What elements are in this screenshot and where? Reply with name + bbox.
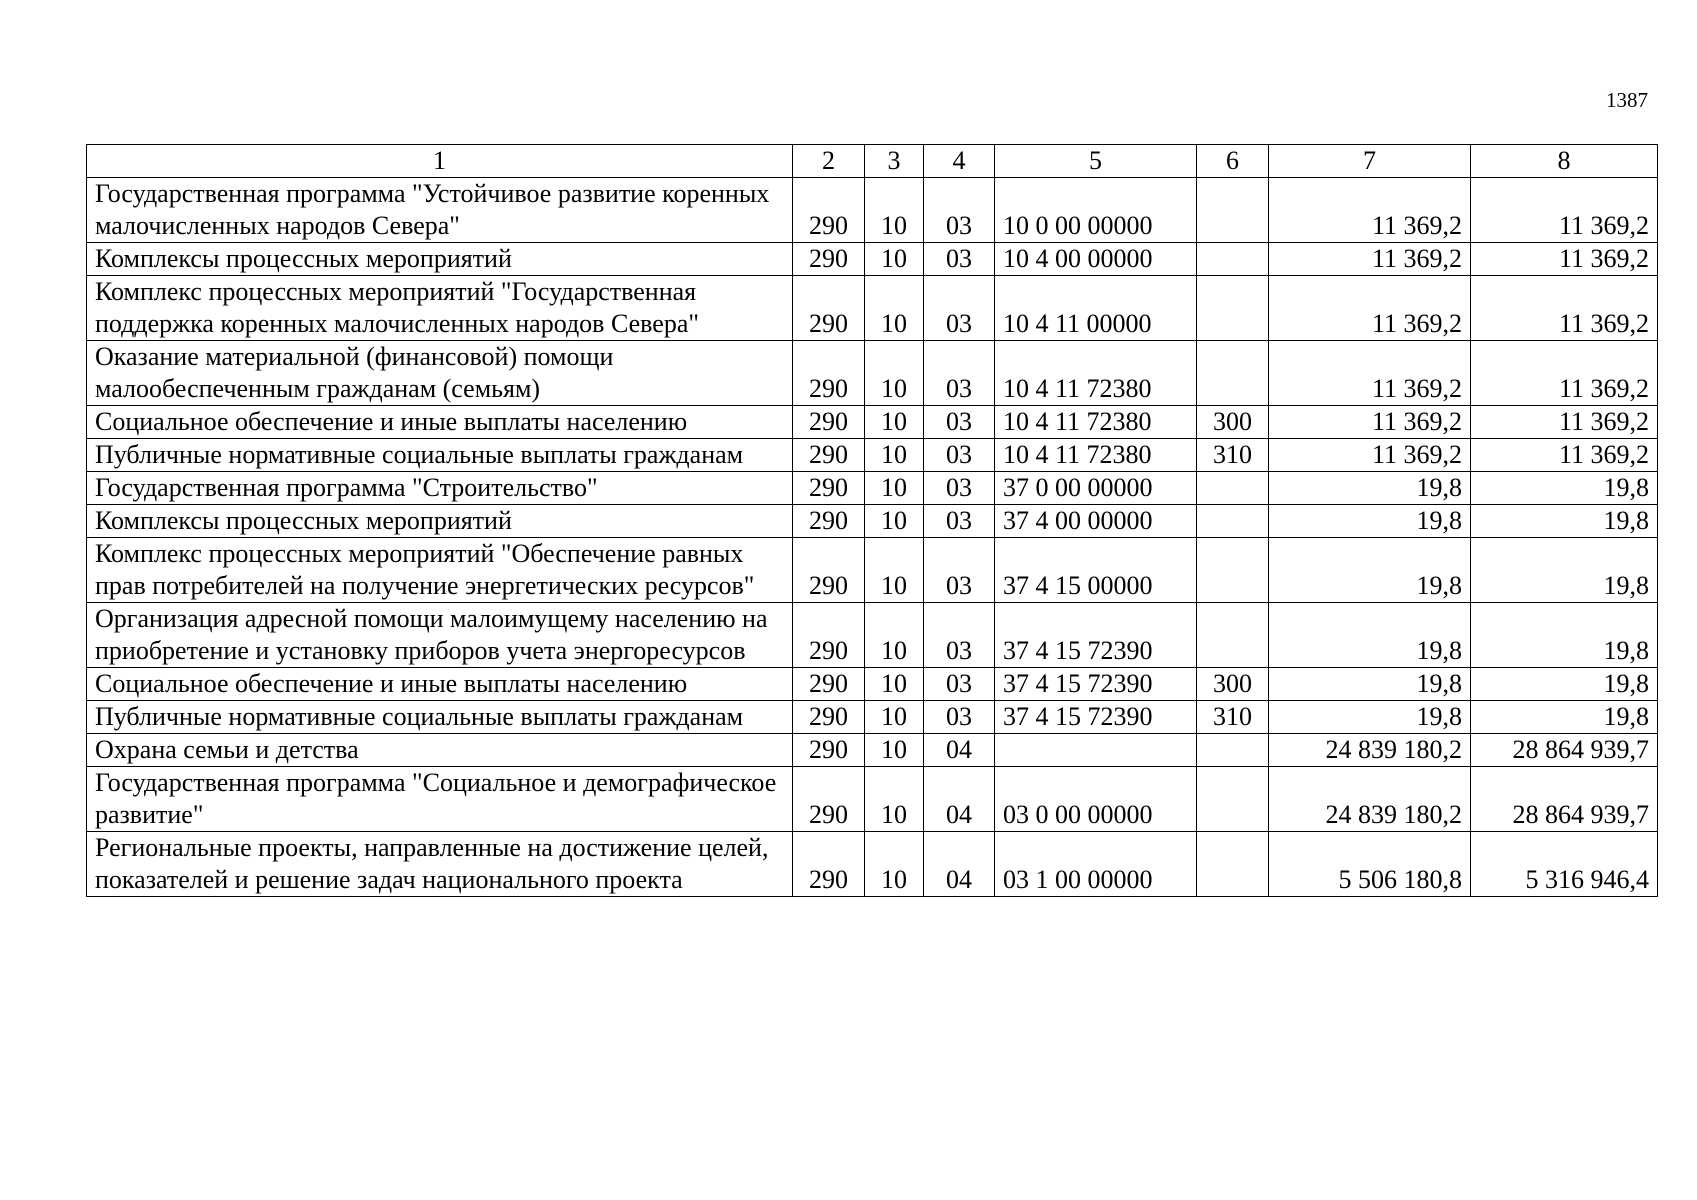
- row-expense-type: [1197, 276, 1269, 341]
- row-subsection: 03: [924, 243, 995, 276]
- row-year1: 19,8: [1269, 603, 1471, 668]
- row-subsection: 03: [924, 276, 995, 341]
- row-ministry: 290: [793, 178, 865, 243]
- row-section: 10: [865, 701, 924, 734]
- row-section: 10: [865, 734, 924, 767]
- row-subsection: 03: [924, 472, 995, 505]
- row-year2: 11 369,2: [1471, 178, 1658, 243]
- row-section: 10: [865, 668, 924, 701]
- row-name: Социальное обеспечение и иные выплаты населению: [87, 668, 793, 701]
- row-year1: 19,8: [1269, 701, 1471, 734]
- row-expense-type: 310: [1197, 439, 1269, 472]
- row-subsection: 03: [924, 668, 995, 701]
- row-section: 10: [865, 243, 924, 276]
- table-row: [87, 439, 1658, 472]
- row-subsection: 03: [924, 505, 995, 538]
- row-year1: 11 369,2: [1269, 406, 1471, 439]
- row-target: 10 4 11 72380: [995, 406, 1197, 439]
- row-subsection: 04: [924, 832, 995, 897]
- row-section: 10: [865, 538, 924, 603]
- column-header-7: 7: [1269, 145, 1471, 178]
- row-ministry: 290: [793, 472, 865, 505]
- row-year2: 28 864 939,7: [1471, 734, 1658, 767]
- table-row: [87, 472, 1658, 505]
- row-name: Публичные нормативные социальные выплаты гражданам: [87, 439, 793, 472]
- table-row: [87, 538, 1658, 603]
- row-name: Комплексы процессных мероприятий: [87, 505, 793, 538]
- budget-table: [86, 144, 1658, 897]
- row-name: Социальное обеспечение и иные выплаты населению: [87, 406, 793, 439]
- page-number: 1387: [1606, 88, 1648, 112]
- row-name: Региональные проекты, направленные на достижение целей, показателей и решение задач национального проекта: [87, 832, 793, 897]
- row-year2: 11 369,2: [1471, 341, 1658, 406]
- row-section: 10: [865, 767, 924, 832]
- row-ministry: 290: [793, 603, 865, 668]
- row-expense-type: [1197, 472, 1269, 505]
- row-year2: 11 369,2: [1471, 439, 1658, 472]
- row-target: 03 1 00 00000: [995, 832, 1197, 897]
- row-ministry: 290: [793, 767, 865, 832]
- row-name: Государственная программа "Социальное и демографическое развитие": [87, 767, 793, 832]
- row-target: 10 4 11 72380: [995, 439, 1197, 472]
- row-section: 10: [865, 178, 924, 243]
- row-section: 10: [865, 406, 924, 439]
- table-row: [87, 668, 1658, 701]
- row-expense-type: [1197, 505, 1269, 538]
- header-row: [87, 145, 1658, 178]
- row-expense-type: [1197, 734, 1269, 767]
- row-year1: 19,8: [1269, 668, 1471, 701]
- row-expense-type: [1197, 341, 1269, 406]
- row-expense-type: [1197, 603, 1269, 668]
- row-target: [995, 734, 1197, 767]
- row-year1: 19,8: [1269, 472, 1471, 505]
- row-year2: 5 316 946,4: [1471, 832, 1658, 897]
- row-expense-type: [1197, 178, 1269, 243]
- table-row: [87, 243, 1658, 276]
- row-year1: 5 506 180,8: [1269, 832, 1471, 897]
- row-expense-type: 310: [1197, 701, 1269, 734]
- row-name: Оказание материальной (финансовой) помощи малообеспеченным гражданам (семьям): [87, 341, 793, 406]
- row-subsection: 03: [924, 341, 995, 406]
- row-ministry: 290: [793, 734, 865, 767]
- column-header-3: 3: [865, 145, 924, 178]
- row-year1: 24 839 180,2: [1269, 734, 1471, 767]
- row-subsection: 03: [924, 439, 995, 472]
- row-name: Комплексы процессных мероприятий: [87, 243, 793, 276]
- row-ministry: 290: [793, 505, 865, 538]
- row-ministry: 290: [793, 406, 865, 439]
- table-row: [87, 341, 1658, 406]
- row-target: 10 4 11 72380: [995, 341, 1197, 406]
- row-name: Государственная программа "Устойчивое развитие коренных малочисленных народов Севера": [87, 178, 793, 243]
- table-row: [87, 505, 1658, 538]
- row-year2: 19,8: [1471, 505, 1658, 538]
- row-target: 37 4 15 00000: [995, 538, 1197, 603]
- row-subsection: 03: [924, 178, 995, 243]
- column-header-4: 4: [924, 145, 995, 178]
- row-ministry: 290: [793, 276, 865, 341]
- row-year1: 11 369,2: [1269, 178, 1471, 243]
- row-subsection: 03: [924, 538, 995, 603]
- row-year1: 19,8: [1269, 538, 1471, 603]
- row-name: Государственная программа "Строительство": [87, 472, 793, 505]
- column-header-6: 6: [1197, 145, 1269, 178]
- row-year2: 11 369,2: [1471, 243, 1658, 276]
- row-expense-type: [1197, 538, 1269, 603]
- row-ministry: 290: [793, 832, 865, 897]
- table-row: [87, 701, 1658, 734]
- table-row: [87, 603, 1658, 668]
- row-ministry: 290: [793, 243, 865, 276]
- row-year2: 19,8: [1471, 538, 1658, 603]
- row-expense-type: 300: [1197, 406, 1269, 439]
- table-row: [87, 734, 1658, 767]
- row-target: 37 4 00 00000: [995, 505, 1197, 538]
- row-year1: 11 369,2: [1269, 439, 1471, 472]
- row-year1: 11 369,2: [1269, 341, 1471, 406]
- row-year2: 19,8: [1471, 701, 1658, 734]
- row-year2: 28 864 939,7: [1471, 767, 1658, 832]
- row-name: Комплекс процессных мероприятий "Государственная поддержка коренных малочисленных народов Севера": [87, 276, 793, 341]
- row-year2: 19,8: [1471, 603, 1658, 668]
- row-name: Организация адресной помощи малоимущему населению на приобретение и установку приборов учета энергоресурсов: [87, 603, 793, 668]
- row-year2: 19,8: [1471, 472, 1658, 505]
- row-target: 10 0 00 00000: [995, 178, 1197, 243]
- row-year2: 19,8: [1471, 668, 1658, 701]
- row-target: 37 0 00 00000: [995, 472, 1197, 505]
- row-section: 10: [865, 472, 924, 505]
- table-row: [87, 832, 1658, 897]
- row-subsection: 04: [924, 767, 995, 832]
- row-ministry: 290: [793, 701, 865, 734]
- row-expense-type: [1197, 832, 1269, 897]
- row-target: 10 4 11 00000: [995, 276, 1197, 341]
- row-subsection: 03: [924, 406, 995, 439]
- column-header-8: 8: [1471, 145, 1658, 178]
- column-header-5: 5: [995, 145, 1197, 178]
- row-subsection: 04: [924, 734, 995, 767]
- row-year2: 11 369,2: [1471, 276, 1658, 341]
- row-year1: 19,8: [1269, 505, 1471, 538]
- row-name: Комплекс процессных мероприятий "Обеспечение равных прав потребителей на получение энергетических ресурсов": [87, 538, 793, 603]
- table-row: [87, 767, 1658, 832]
- row-year2: 11 369,2: [1471, 406, 1658, 439]
- row-section: 10: [865, 832, 924, 897]
- row-year1: 11 369,2: [1269, 243, 1471, 276]
- row-target: 10 4 00 00000: [995, 243, 1197, 276]
- column-header-2: 2: [793, 145, 865, 178]
- table-row: [87, 276, 1658, 341]
- row-subsection: 03: [924, 701, 995, 734]
- row-name: Публичные нормативные социальные выплаты гражданам: [87, 701, 793, 734]
- row-target: 37 4 15 72390: [995, 701, 1197, 734]
- row-year1: 11 369,2: [1269, 276, 1471, 341]
- row-expense-type: [1197, 243, 1269, 276]
- table-row: [87, 406, 1658, 439]
- table-row: [87, 178, 1658, 243]
- row-name: Охрана семьи и детства: [87, 734, 793, 767]
- row-ministry: 290: [793, 439, 865, 472]
- row-section: 10: [865, 603, 924, 668]
- row-expense-type: [1197, 767, 1269, 832]
- row-ministry: 290: [793, 668, 865, 701]
- row-expense-type: 300: [1197, 668, 1269, 701]
- row-year1: 24 839 180,2: [1269, 767, 1471, 832]
- row-ministry: 290: [793, 538, 865, 603]
- row-target: 37 4 15 72390: [995, 603, 1197, 668]
- row-target: 37 4 15 72390: [995, 668, 1197, 701]
- row-section: 10: [865, 341, 924, 406]
- column-header-1: 1: [87, 145, 793, 178]
- row-section: 10: [865, 439, 924, 472]
- row-ministry: 290: [793, 341, 865, 406]
- row-section: 10: [865, 505, 924, 538]
- row-subsection: 03: [924, 603, 995, 668]
- row-section: 10: [865, 276, 924, 341]
- row-target: 03 0 00 00000: [995, 767, 1197, 832]
